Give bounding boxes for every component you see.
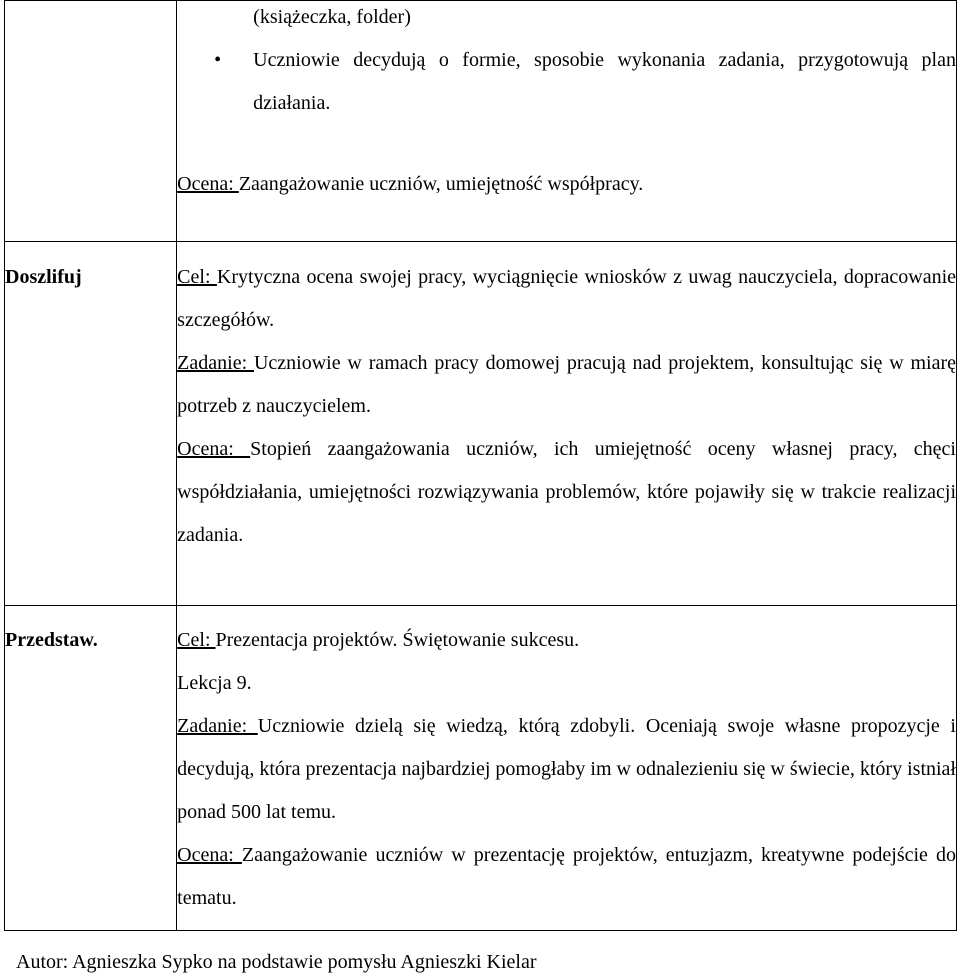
zadanie-paragraph — [177, 705, 956, 834]
row-content-cell — [177, 606, 957, 931]
zadanie-paragraph — [177, 342, 956, 428]
lekcja-line: Lekcja 9. — [177, 672, 252, 694]
ocena-label: Ocena: — [177, 173, 239, 195]
zadanie-text: Uczniowie w ramach pracy domowej pracują nad projektem, konsultując się w miarę potrzeb z nauczycielem. — [177, 352, 956, 417]
cel-text: Krytyczna ocena swojej pracy, wyciągnięcie wniosków z uwag nauczyciela, dopracowanie szczegółów. — [177, 266, 956, 331]
zadanie-label: Zadanie: — [177, 352, 254, 374]
table-row — [5, 1, 957, 242]
lesson-plan-table — [4, 0, 957, 931]
table-row — [5, 606, 957, 931]
bullet-text: Uczniowie decydują o formie, sposobie wykonania zadania, przygotowują plan działania. — [253, 49, 956, 114]
ocena-text: Zaangażowanie uczniów, umiejętność współpracy. — [238, 173, 644, 195]
row-label-cell — [5, 242, 177, 606]
ocena-paragraph — [177, 834, 956, 920]
ocena-label: Ocena: — [177, 844, 242, 866]
ocena-label: Ocena: — [177, 438, 251, 460]
row-label: Przedstaw. — [5, 629, 98, 651]
ocena-paragraph — [177, 163, 956, 206]
ocena-paragraph — [177, 428, 956, 557]
zadanie-text: Uczniowie dzielą się wiedzą, którą zdobyli. Oceniają swoje własne propozycje i decydują, która prezentacja najbardziej pomogłaby im w odnalezieniu się w świecie, który istniał ponad 500 lat temu. — [177, 715, 956, 823]
continued-text: (książeczka, folder) — [253, 6, 411, 28]
row-label-cell — [5, 1, 177, 242]
cel-label: Cel: — [177, 266, 217, 288]
cel-label: Cel: — [177, 629, 216, 651]
table-row — [5, 242, 957, 606]
bullet-icon: • — [214, 49, 222, 71]
ocena-text: Zaangażowanie uczniów w prezentację projektów, entuzjazm, kreatywne podejście do tematu. — [177, 844, 956, 909]
author-footer: Autor: Agnieszka Sypko na podstawie pomysłu Agnieszki Kielar — [16, 951, 537, 973]
cel-text: Prezentacja projektów. Świętowanie sukcesu. — [215, 629, 580, 651]
row-content-cell — [177, 1, 957, 242]
ocena-text: Stopień zaangażowania uczniów, ich umiejętność oceny własnej pracy, chęci współdziałania, umiejętności rozwiązywania problemów, które pojawiły się w trakcie realizacji zadania. — [177, 438, 956, 546]
row-content-cell — [177, 242, 957, 606]
cel-paragraph — [177, 256, 956, 342]
row-label: Doszlifuj — [5, 266, 82, 288]
cel-paragraph — [177, 619, 956, 662]
zadanie-label: Zadanie: — [177, 715, 258, 737]
row-label-cell — [5, 606, 177, 931]
list-item — [177, 39, 956, 125]
